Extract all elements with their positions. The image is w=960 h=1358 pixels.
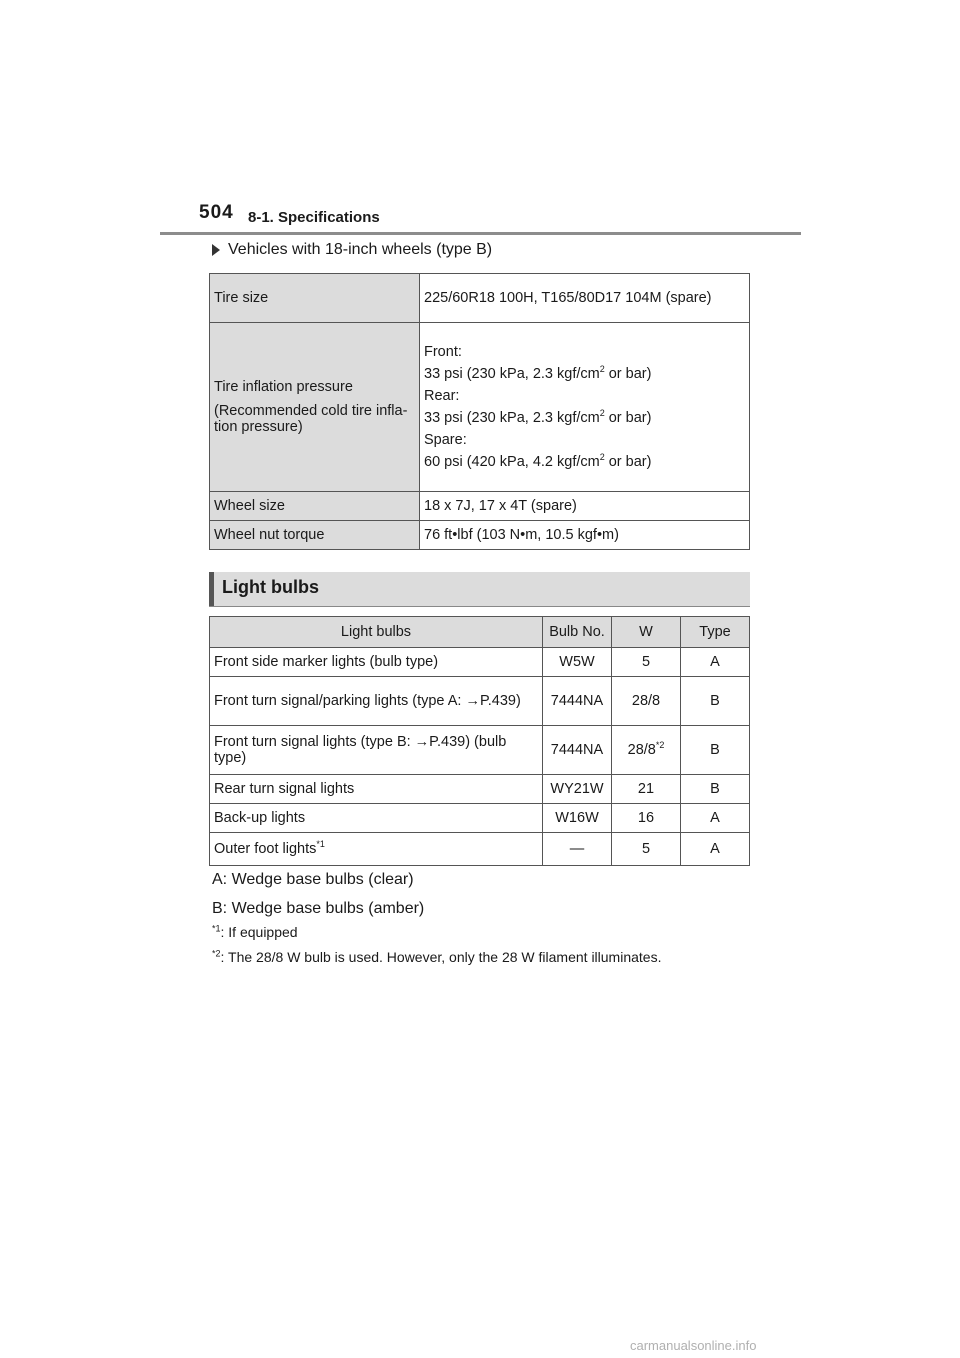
table-cell-value [420,492,750,521]
cell-bulb: WY21W [543,775,612,804]
table-header-row [210,617,750,648]
table-cell-label [210,274,420,323]
type-notes [212,871,424,929]
table-row [210,274,750,323]
cell-name: Rear turn signal lights [210,775,543,804]
section-title: 8-1. Specifications [248,209,380,226]
cell-watt: 28/8$^{*2}$ [612,726,681,775]
column-header: Type [681,617,750,648]
table-cell-value [420,521,750,550]
column-header: Bulb No. [543,617,612,648]
cell-text: 33 psi (230 kPa, 2.3 kgf/$cm^2$ or bar) [424,364,652,382]
watermark: carmanualsonline.info [630,1338,757,1353]
cell-text: 60 psi (420 kPa, 4.2 kgf/$cm^2$ or bar) [424,452,652,470]
cell-text: Front: [424,344,462,360]
table-row [210,323,750,492]
cell-watt: 21 [612,775,681,804]
column-header: Light bulbs [210,617,543,648]
cell-bulb: 7444NA [543,677,612,726]
table-row [210,492,750,521]
cell-type: B [681,775,750,804]
cell-type: A [681,804,750,833]
note-text: B: Wedge base bulbs (amber) [212,900,425,917]
cell-bulb: W16W [543,804,612,833]
cell-type: B [681,726,750,775]
heading-text: Light bulbs [222,577,319,597]
footnote-mark: *1 [316,839,325,850]
table-row [210,521,750,550]
cell-type: A [681,833,750,866]
cell-name: Front side marker lights (bulb type) [210,648,543,677]
light-bulbs-table [209,616,750,866]
header-rule [160,232,801,235]
cell-name: Front turn signal/parking lights (type A: →P.439) [210,677,543,726]
cell-bulb: W5W [543,648,612,677]
footnote: $^{*1}$: If equipped [212,923,298,940]
cell-watt: 16 [612,804,681,833]
cell-type: A [681,648,750,677]
table-cell-value [420,323,750,492]
cell-text: Wheel nut torque [214,527,325,543]
cell-watt: 5 [612,648,681,677]
cell-name: Back-up lights [210,804,543,833]
cell-text: Wheel size [214,498,285,514]
note-text: A: Wedge base bulbs (clear) [212,871,414,888]
cell-text: 76 ft•lbf (103 N•m, 10.5 kgf•m) [424,527,619,543]
tire-spec-table [209,273,750,550]
cell-watt: 5 [612,833,681,866]
subheading-text: Vehicles with 18-inch wheels (type B) [228,241,493,258]
cell-text: Tire inflation pressure [214,379,353,395]
heading-accent-bar [209,572,214,606]
triangle-bullet-icon [212,244,220,256]
light-bulbs-heading [209,572,750,607]
table-row [210,775,750,804]
table-cell-label [210,323,420,492]
table-row [210,833,750,866]
cell-bulb: 7444NA [543,726,612,775]
cell-text: (Recommended cold tire infla-tion pressure) [214,403,408,435]
column-header: W [612,617,681,648]
table-row [210,726,750,775]
cell-bulb: — [543,833,612,866]
table-cell-label [210,521,420,550]
cell-name: Front turn signal lights (type B: →P.439) (bulb type) [210,726,543,775]
cell-text: 33 psi (230 kPa, 2.3 kgf/$cm^2$ or bar) [424,408,652,426]
table-row [210,804,750,833]
page-number: 504 [199,202,234,223]
table-cell-value [420,274,750,323]
cell-name: Outer foot lights$^{*1}$ [210,833,543,866]
cell-text: Rear: [424,388,460,404]
subheading [212,241,492,259]
table-cell-label [210,492,420,521]
cell-watt: 28/8 [612,677,681,726]
cell-text: 225/60R18 100H, T165/80D17 104M (spare) [424,290,712,306]
footnote-mark: *2 [655,740,665,751]
cell-text: 18 x 7J, 17 x 4T (spare) [424,498,577,514]
footnotes [212,924,661,974]
cell-type: B [681,677,750,726]
footnote: $^{*2}$: The 28/8 W bulb is used. However, only the 28 W filament illuminates. [212,948,662,965]
table-row [210,648,750,677]
cell-text: Spare: [424,432,467,448]
table-row [210,677,750,726]
cell-text: Tire size [214,290,269,306]
